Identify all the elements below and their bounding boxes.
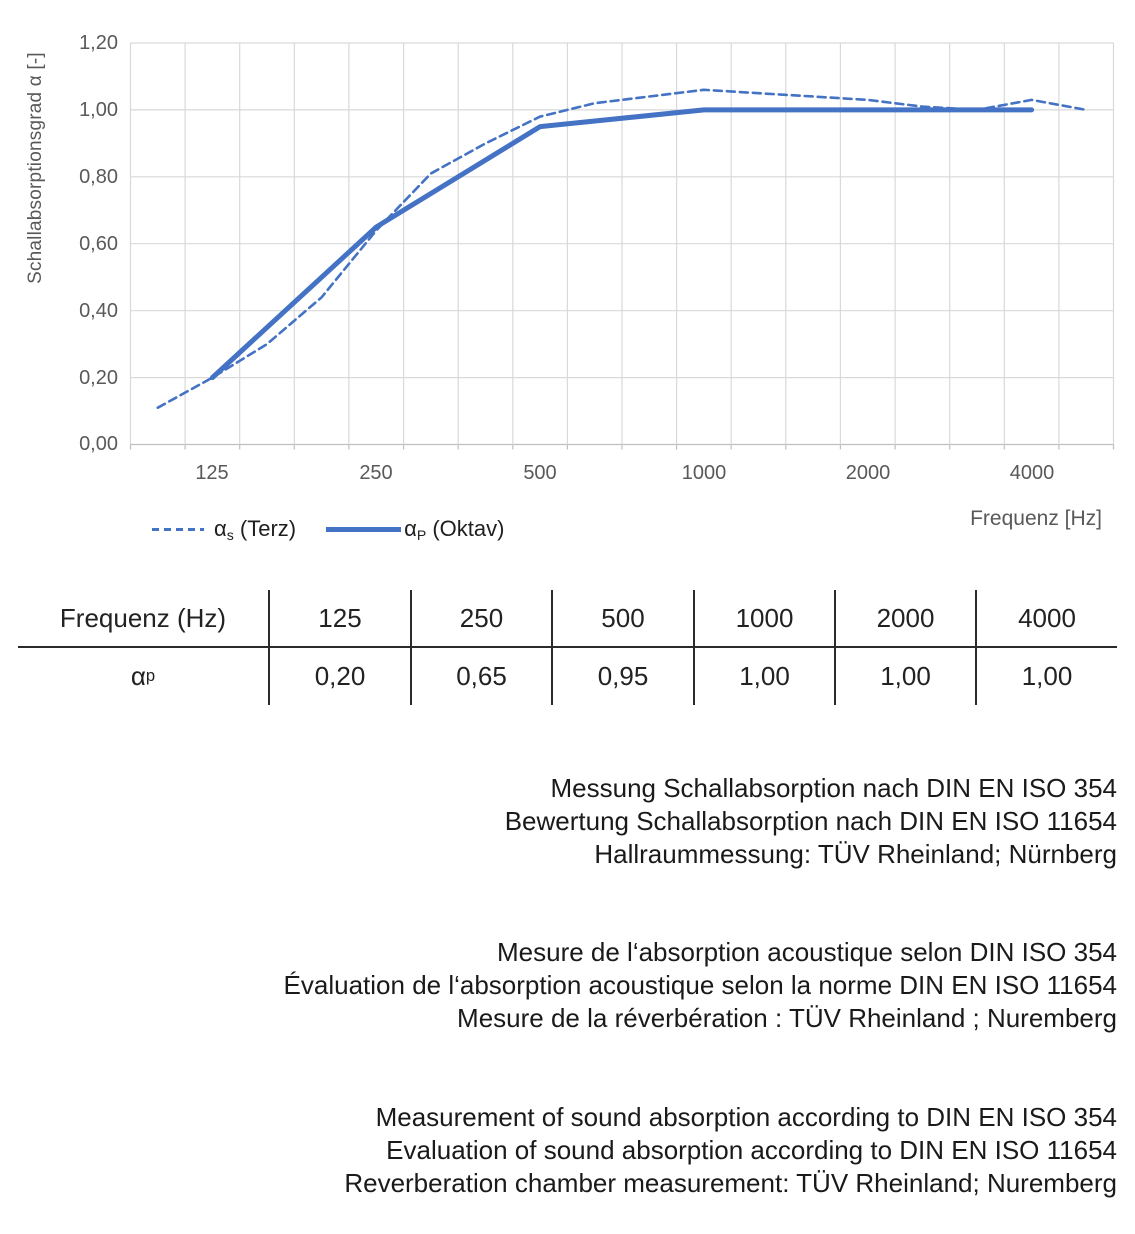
legend-solid-line-sample (326, 527, 401, 532)
table-value-cell: 0,65 (410, 648, 551, 706)
table-header-cell: 4000 (975, 590, 1117, 648)
y-tick-label: 0,60 (79, 233, 118, 255)
x-tick-label: 500 (523, 462, 557, 484)
table-header-cell: 2000 (834, 590, 975, 648)
table-value-cell: 0,95 (551, 648, 693, 706)
table-value-cell: 1,00 (975, 648, 1117, 706)
note-line: Mesure de l‘absorption acoustique selon DIN ISO 354 (496, 937, 1117, 967)
y-tick-label: 0,20 (79, 367, 118, 389)
note-line: Bewertung Schallabsorption nach DIN EN ISO 11654 (504, 806, 1117, 836)
y-tick-label: 1,20 (79, 32, 118, 54)
table-value-cell: 1,00 (693, 648, 834, 706)
y-axis-title: Schallabsorptionsgrad α [-] (25, 52, 46, 284)
table-header-cell: 1000 (693, 590, 834, 648)
table-header-cell: 125 (268, 590, 410, 648)
table-header-cell: 500 (551, 590, 693, 648)
legend-label-oktav: $\alpha_P$ (Oktav) (404, 516, 505, 544)
note-line: Evaluation of sound absorption according to DIN EN ISO 11654 (386, 1135, 1117, 1165)
note-block-french (284, 936, 1117, 1035)
note-line: Hallraummessung: TÜV Rheinland; Nürnberg (594, 839, 1117, 869)
note-line: Measurement of sound absorption according to DIN EN ISO 354 (375, 1102, 1117, 1132)
x-tick-label: 125 (195, 462, 229, 484)
table-row-label: α p (130, 660, 156, 691)
y-tick-label: 0,40 (79, 300, 118, 322)
table-value-cell: 0,20 (268, 648, 410, 706)
x-tick-label: 1000 (681, 462, 727, 484)
x-tick-label: 250 (359, 462, 393, 484)
note-block-german (505, 772, 1117, 871)
y-tick-label: 0,00 (79, 433, 118, 455)
note-line: Messung Schallabsorption nach DIN EN ISO 354 (550, 773, 1117, 803)
absorption-chart (0, 0, 1135, 560)
table-value-cell: 1,00 (834, 648, 975, 706)
note-block-english (344, 1101, 1117, 1200)
x-tick-label: 2000 (845, 462, 891, 484)
table-header-divider (18, 646, 1117, 648)
y-tick-label: 1,00 (79, 99, 118, 121)
x-axis-title: Frequenz [Hz] (970, 507, 1102, 530)
x-tick-label: 4000 (1009, 462, 1055, 484)
note-line: Reverberation chamber measurement: TÜV Rheinland; Nuremberg (344, 1168, 1117, 1198)
chart-legend (152, 516, 504, 542)
legend-dashed-line-sample (152, 528, 204, 531)
table-header-cell: Frequenz (Hz) (59, 603, 227, 634)
note-line: Mesure de la réverbération : TÜV Rheinland ; Nuremberg (457, 1003, 1117, 1033)
y-tick-label: 0,80 (79, 166, 118, 188)
note-line: Évaluation de l‘absorption acoustique selon la norme DIN EN ISO 11654 (283, 970, 1117, 1000)
legend-label-terz: $\alpha_s$ (Terz) (214, 516, 297, 544)
table-header-cell: 250 (410, 590, 551, 648)
